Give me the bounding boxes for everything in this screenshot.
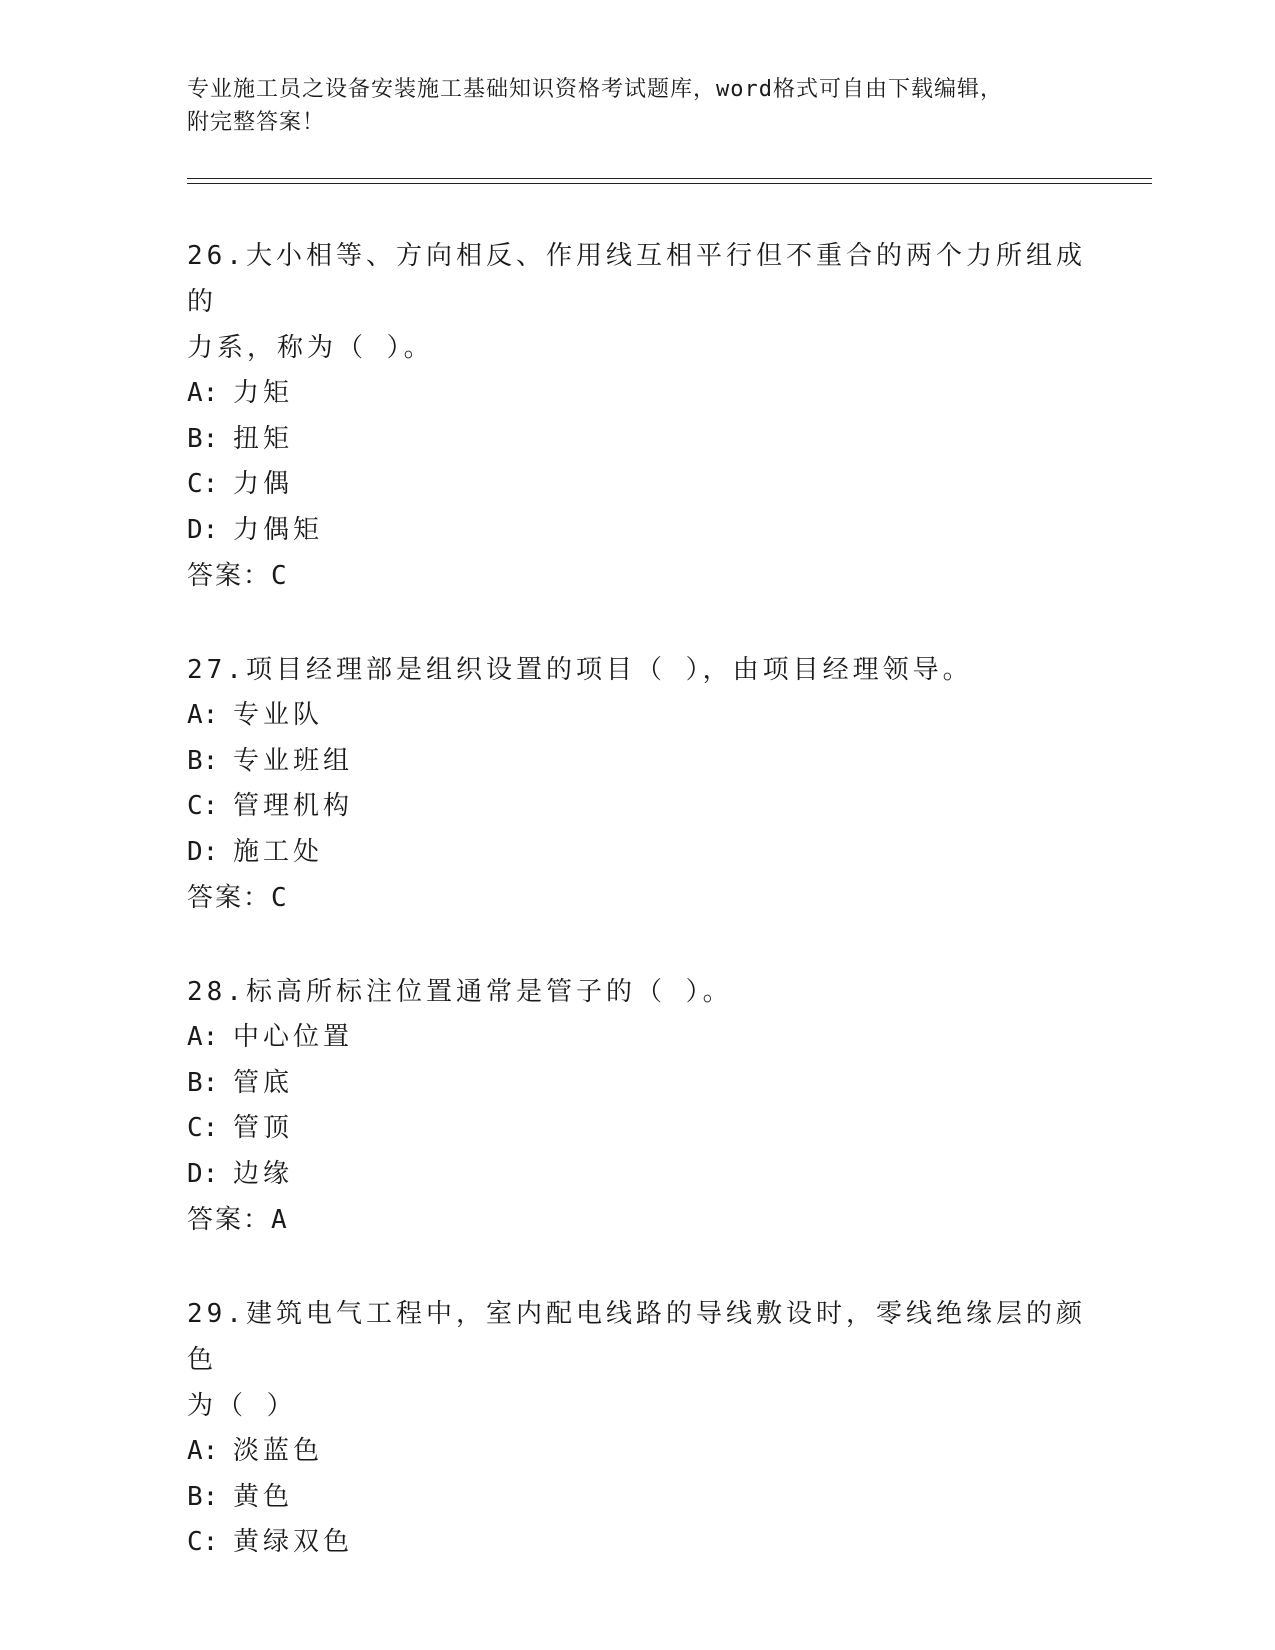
- option-key: B:: [187, 423, 219, 454]
- answer-line: [187, 875, 1087, 921]
- option-d: [187, 508, 1087, 554]
- option-text: 淡蓝色: [233, 1436, 324, 1466]
- question-stem-line: 28.标高所标注位置通常是管子的（ ）。: [187, 977, 733, 1007]
- option-b: [187, 739, 1087, 785]
- answer-line: [187, 553, 1087, 599]
- option-key: C:: [187, 1527, 219, 1557]
- option-text: 管底: [233, 1067, 294, 1098]
- option-text: 中心位置: [233, 1022, 354, 1052]
- answer-value: C: [271, 883, 289, 913]
- option-d: [187, 830, 1087, 876]
- option-key: B:: [187, 1481, 219, 1512]
- option-a: [187, 693, 1087, 739]
- option-key: C:: [187, 469, 219, 499]
- option-key: B:: [187, 1067, 219, 1098]
- option-key: A:: [187, 1436, 219, 1466]
- option-text: 黄色: [233, 1481, 294, 1512]
- question-stem-line: 26.大小相等、方向相反、作用线互相平行但不重合的两个力所组成的: [187, 241, 1086, 317]
- option-d: [187, 1152, 1087, 1198]
- answer-label: 答案：: [187, 1205, 272, 1235]
- option-text: 力矩: [233, 378, 294, 408]
- header-line-1: 专业施工员之设备安装施工基础知识资格考试题库，word格式可自由下载编辑，: [187, 77, 1003, 102]
- option-text: 施工处: [233, 836, 324, 867]
- question-29: [187, 1291, 1087, 1566]
- header-divider-bottom: [187, 183, 1152, 184]
- option-text: 专业队: [233, 700, 324, 730]
- question-stem-line: 力系，称为（ ）。: [187, 333, 434, 363]
- question-27: [187, 647, 1087, 921]
- option-key: C:: [187, 1113, 219, 1143]
- header-divider-top: [187, 178, 1152, 179]
- answer-label: 答案：: [187, 883, 272, 913]
- option-text: 扭矩: [233, 423, 294, 454]
- option-b: [187, 417, 1087, 463]
- option-text: 力偶: [233, 469, 294, 499]
- answer-label: 答案：: [187, 561, 272, 591]
- answer-line: [187, 1197, 1087, 1243]
- option-c: [187, 1520, 1087, 1566]
- answer-value: A: [271, 1205, 289, 1235]
- option-key: A:: [187, 378, 219, 408]
- option-c: [187, 1106, 1087, 1152]
- question-stem-line: 29.建筑电气工程中，室内配电线路的导线敷设时，零线绝缘层的颜色: [187, 1299, 1086, 1375]
- document-header: [187, 73, 1087, 139]
- option-key: D:: [187, 836, 219, 867]
- option-text: 黄绿双色: [233, 1527, 354, 1557]
- option-c: [187, 462, 1087, 508]
- option-a: [187, 371, 1087, 417]
- option-b: [187, 1475, 1087, 1521]
- option-key: A:: [187, 700, 219, 730]
- option-key: C:: [187, 791, 219, 821]
- option-a: [187, 1015, 1087, 1061]
- question-28: [187, 969, 1087, 1243]
- option-b: [187, 1061, 1087, 1107]
- answer-value: C: [271, 561, 289, 591]
- option-text: 专业班组: [233, 745, 354, 776]
- question-stem-line: 为（ ）: [187, 1391, 297, 1421]
- option-text: 力偶矩: [233, 514, 324, 545]
- option-key: D:: [187, 514, 219, 545]
- option-key: B:: [187, 745, 219, 776]
- option-a: [187, 1429, 1087, 1475]
- option-c: [187, 784, 1087, 830]
- question-stem-line: 27.项目经理部是组织设置的项目（ ），由项目经理领导。: [187, 655, 973, 685]
- question-list: [187, 233, 1087, 1614]
- option-key: A:: [187, 1022, 219, 1052]
- question-26: [187, 233, 1087, 599]
- header-line-2: 附完整答案！: [187, 110, 326, 135]
- option-key: D:: [187, 1158, 219, 1189]
- option-text: 管理机构: [233, 791, 354, 821]
- option-text: 边缘: [233, 1158, 294, 1189]
- option-text: 管顶: [233, 1113, 294, 1143]
